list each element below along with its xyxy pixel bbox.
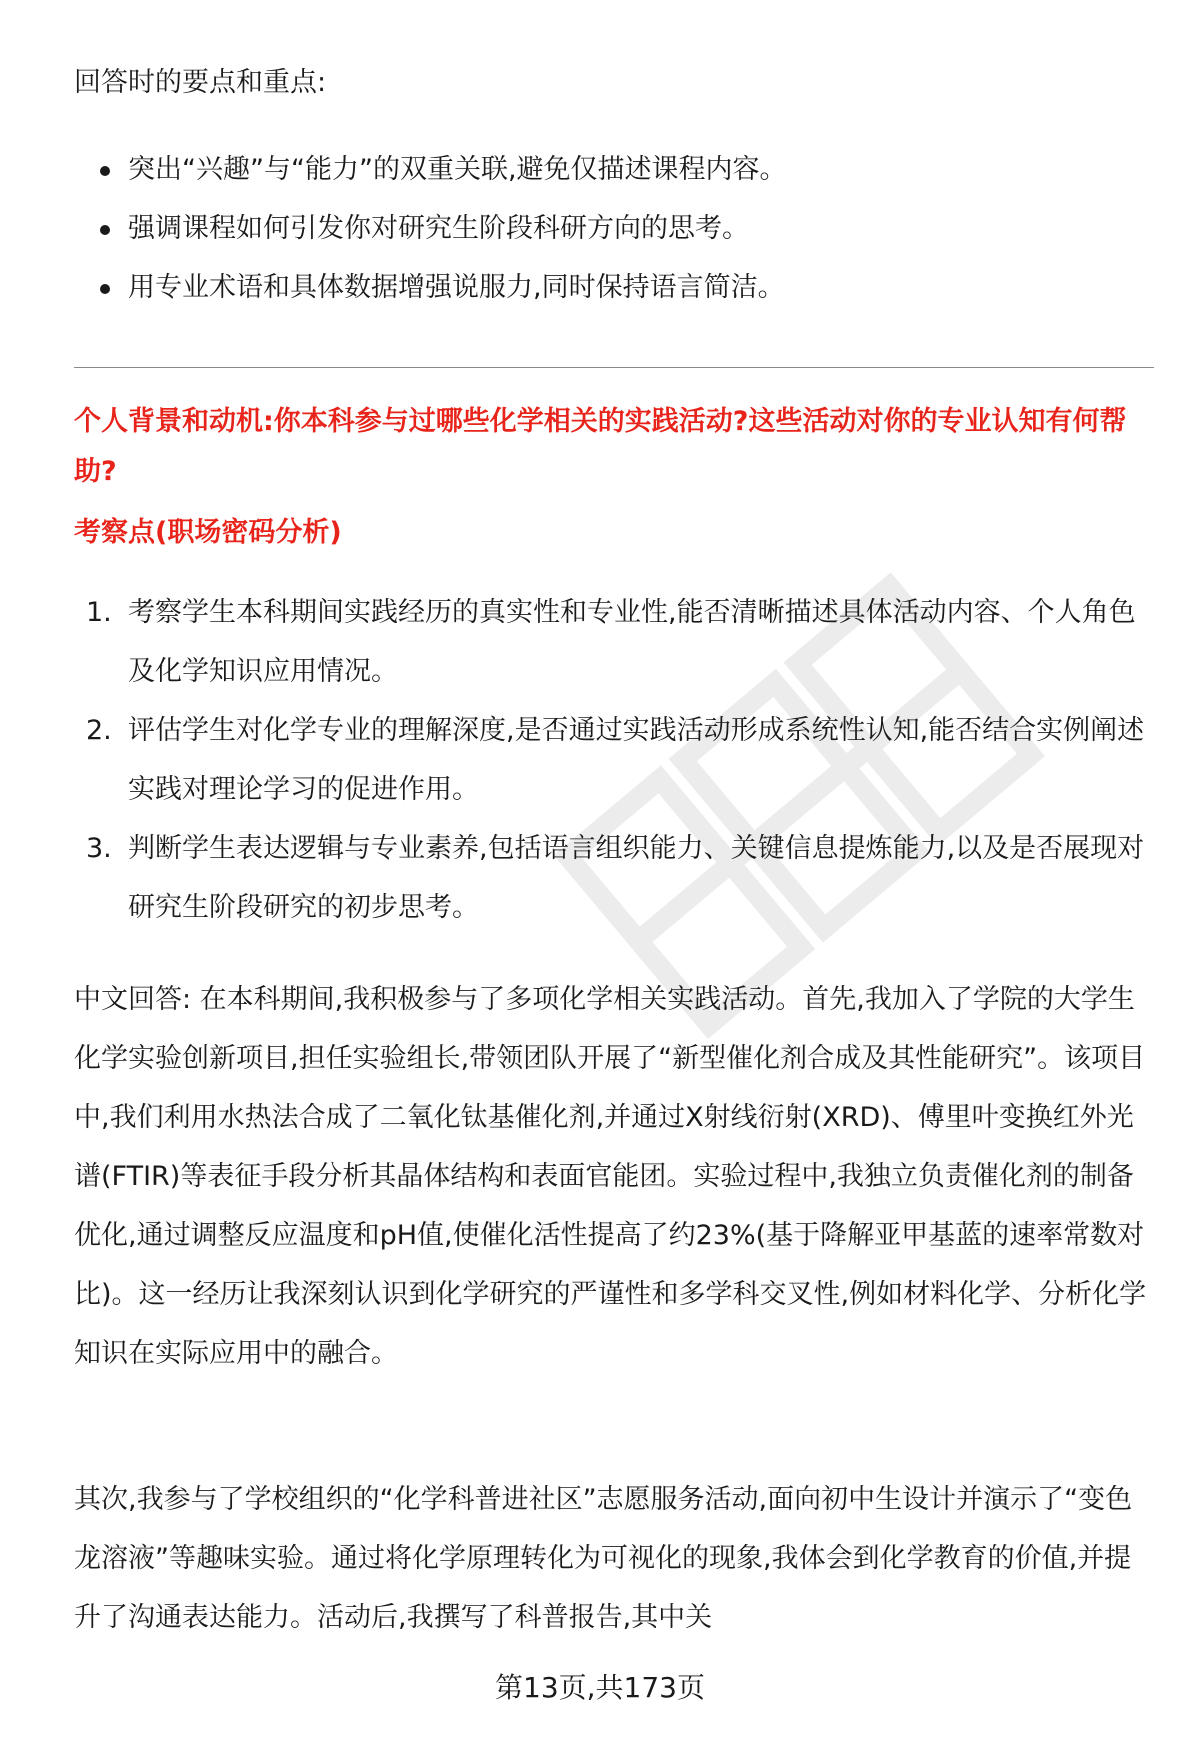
intro-line: 回答时的要点和重点: xyxy=(74,67,327,98)
subheading: 考察点(职场密码分析) xyxy=(74,517,342,548)
list-item: 2. 评估学生对化学专业的理解深度,是否通过实践活动形成系统性认知,能否结合实例阐述实践对理论学习的促进作用。 xyxy=(86,715,1145,805)
bullet-dot xyxy=(100,225,110,235)
bullet-dot xyxy=(100,166,110,176)
section-divider xyxy=(74,367,1154,368)
list-item: 强调课程如何引发你对研究生阶段科研方向的思考。 xyxy=(74,199,787,258)
question-heading: 个人背景和动机:你本科参与过哪些化学相关的实践活动?这些活动对你的专业认知有何帮助? xyxy=(74,406,1127,487)
list-item: 用专业术语和具体数据增强说服力,同时保持语言简洁。 xyxy=(74,258,787,317)
answer-paragraph-1: 中文回答: 在本科期间,我积极参与了多项化学相关实践活动。首先,我加入了学院的大学生化学实验创新项目,担任实验组长,带领团队开展了“新型催化剂合成及其性能研究”。该项目中,我们利用水热法合成了二氧化钛基催化剂,并通过X射线衍射(XRD)、傅里叶变换红外光谱(FTIR)等表征手段分析其晶体结构和表面官能团。实验过程中,我独立负责催化剂的制备优化,通过调整反应温度和pH值,使催化活性提高了约23%(基于降解亚甲基蓝的速率常数对比)。这一经历让我深刻认识到化学研究的严谨性和多学科交叉性,例如材料化学、分析化学知识在实际应用中的融合。 xyxy=(74,984,1147,1369)
answer-paragraph-2: 其次,我参与了学校组织的“化学科普进社区”志愿服务活动,面向初中生设计并演示了“变色龙溶液”等趣味实验。通过将化学原理转化为可视化的现象,我体会到化学教育的价值,并提升了沟通表达能力。活动后,我撰写了科普报告,其中关 xyxy=(74,1484,1133,1633)
assessment-points-list xyxy=(74,583,1154,937)
key-points-list xyxy=(74,140,787,317)
list-item: 3. 判断学生表达逻辑与专业素养,包括语言组织能力、关键信息提炼能力,以及是否展现对研究生阶段研究的初步思考。 xyxy=(86,833,1145,923)
list-item: 突出“兴趣”与“能力”的双重关联,避免仅描述课程内容。 xyxy=(74,140,787,199)
bullet-dot xyxy=(100,284,110,294)
list-item: 1. 考察学生本科期间实践经历的真实性和专业性,能否清晰描述具体活动内容、个人角色及化学知识应用情况。 xyxy=(86,597,1136,687)
page-footer: 第13页,共173页 xyxy=(495,1671,705,1704)
